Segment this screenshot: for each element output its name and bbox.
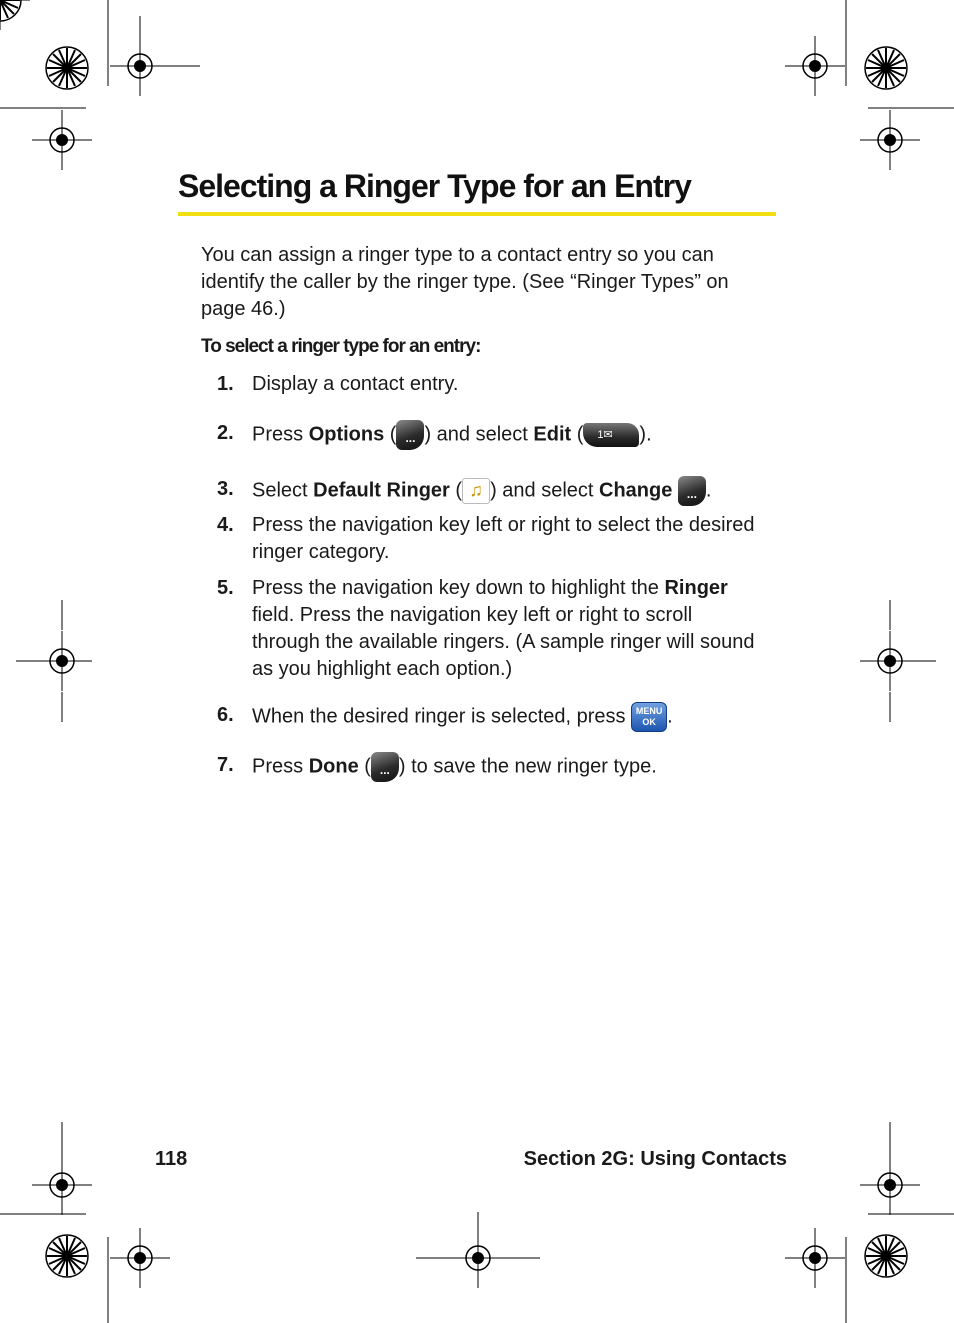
soft-key-icon: ... (396, 420, 424, 450)
menu-ok-key-icon: MENU OK (631, 702, 667, 732)
starburst-target-icon (0, 0, 21, 21)
step-number: 6. (217, 704, 234, 726)
step-text: Press the navigation key down to highlight the Ringer field. Press the navigation key left or right to scroll through the available ringers. (A sample ringer will sound as you highlight each option.) (252, 577, 755, 680)
step-text: Press Done ( ... ) to save the new ringer type. (252, 752, 762, 782)
page-number: 118 (155, 1148, 188, 1170)
step-text: Press the navigation key left or right to select the desired ringer category. (252, 514, 755, 563)
step-number: 7. (217, 754, 234, 776)
step-text: Select Default Ringer ( ♫ ) and select Change ... . (252, 476, 762, 506)
edit-label: Edit (533, 423, 572, 446)
page-title: Selecting a Ringer Type for an Entry (178, 166, 776, 216)
step-number: 2. (217, 422, 234, 444)
step-text: Press Options ( ... ) and select Edit ( 1✉ ). (252, 420, 762, 450)
done-label: Done (308, 755, 359, 778)
soft-key-icon: ... (678, 476, 706, 506)
step-number: 1. (217, 373, 234, 395)
music-note-icon: ♫ (462, 478, 490, 504)
soft-key-icon: ... (371, 752, 399, 782)
ringer-label: Ringer (664, 577, 728, 599)
intro-paragraph: You can assign a ringer type to a contact entry so you can identify the caller by the ringer type. (See “Ringer Types” on page 46.) (201, 244, 729, 320)
options-label: Options (308, 423, 385, 446)
edit-key-icon: 1✉ (583, 423, 639, 447)
section-title: Section 2G: Using Contacts (523, 1148, 787, 1170)
step-number: 3. (217, 478, 234, 500)
step-text: When the desired ringer is selected, press MENU OK . (252, 702, 762, 732)
step-text: Display a contact entry. (252, 373, 459, 395)
procedure-heading: To select a ringer type for an entry: (201, 336, 481, 357)
step-number: 5. (217, 577, 234, 599)
default-ringer-label: Default Ringer (313, 479, 450, 502)
step-number: 4. (217, 514, 234, 536)
change-label: Change (599, 479, 673, 502)
